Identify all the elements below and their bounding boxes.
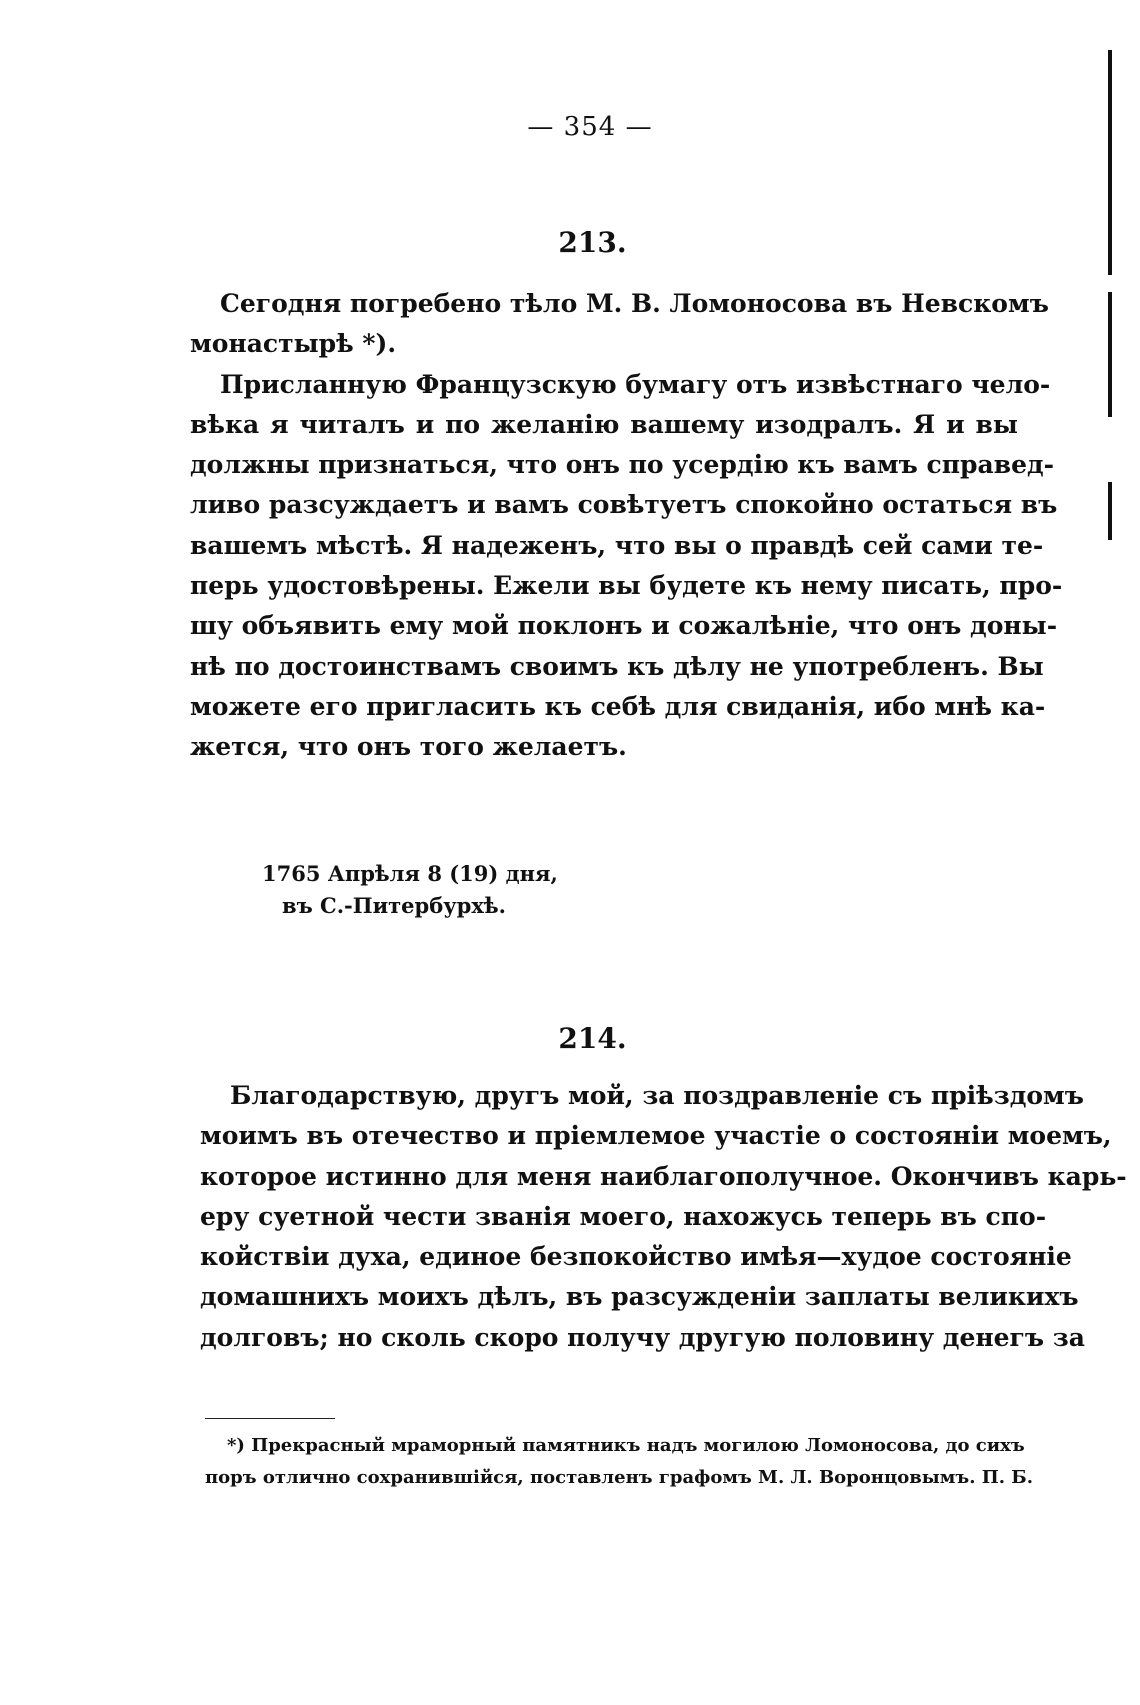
dateline-place: въ С.-Питербурхѣ. xyxy=(282,893,506,918)
text-line: перь удостовѣрены. Ежели вы будете къ нему писать, про- xyxy=(190,571,1063,601)
letter-214-text xyxy=(200,1076,1127,1358)
text-line: жется, что онъ того желаетъ. xyxy=(190,732,627,762)
footnote xyxy=(205,1430,1033,1494)
text-line: нѣ по достоинствамъ своимъ къ дѣлу не употребленъ. Вы xyxy=(190,651,1044,681)
scan-margin-mark xyxy=(1108,482,1112,540)
footnote-line: поръ отлично сохранившійся, поставленъ графомъ М. Л. Воронцовымъ. П. Б. xyxy=(205,1467,1033,1488)
page-number: — 354 — xyxy=(527,112,653,142)
scan-margin-mark xyxy=(1108,292,1112,417)
text-line: можете его пригласить къ себѣ для свиданія, ибо мнѣ ка- xyxy=(190,691,1046,721)
text-line: ливо разсуждаетъ и вамъ совѣтуетъ спокойно остаться въ xyxy=(190,490,1058,520)
text-line: которое истинно для меня наиблагополучное. Окончивъ карь- xyxy=(200,1161,1127,1191)
text-line: шу объявить ему мой поклонъ и сожалѣніе, что онъ доны- xyxy=(190,611,1058,641)
text-line: Сегодня погребено тѣло М. В. Ломоносова въ Невскомъ xyxy=(220,289,1049,318)
text-line: Благодарствую, другъ мой, за поздравленіе съ пріѣздомъ xyxy=(230,1081,1084,1110)
text-line: Присланную Французскую бумагу отъ извѣстнаго чело- xyxy=(220,369,1051,399)
text-line: должны признаться, что онъ по усердію къ вамъ справед- xyxy=(190,450,1055,480)
dateline-date: 1765 Апрѣля 8 (19) дня, xyxy=(262,861,558,886)
text-line: моимъ въ отечество и пріемлемое участіе о состояніи моемъ, xyxy=(200,1121,1112,1151)
text-line: койствіи духа, единое безпокойство имѣя—худое состояніе xyxy=(200,1242,1072,1272)
letter-213-text xyxy=(190,284,1063,768)
letter-number-214: 214. xyxy=(558,1022,627,1055)
text-line: долговъ; но сколь скоро получу другую половину денегъ за xyxy=(200,1322,1085,1352)
text-line: еру суетной чести званія моего, нахожусь теперь въ спо- xyxy=(200,1201,1047,1231)
footnote-rule xyxy=(205,1418,335,1419)
footnote-line: *) Прекрасный мраморный памятникъ надъ могилою Ломоносова, до сихъ xyxy=(227,1435,1025,1456)
letter-number-213: 213. xyxy=(558,226,627,259)
text-line: вѣка я читалъ и по желанію вашему изодралъ. Я и вы xyxy=(190,409,1018,439)
text-line: домашнихъ моихъ дѣлъ, въ разсужденіи заплаты великихъ xyxy=(200,1282,1079,1312)
scan-margin-mark xyxy=(1108,50,1112,275)
text-line: вашемъ мѣстѣ. Я надеженъ, что вы о правдѣ сей сами те- xyxy=(190,530,1044,560)
text-line: монастырѣ *). xyxy=(190,329,397,359)
